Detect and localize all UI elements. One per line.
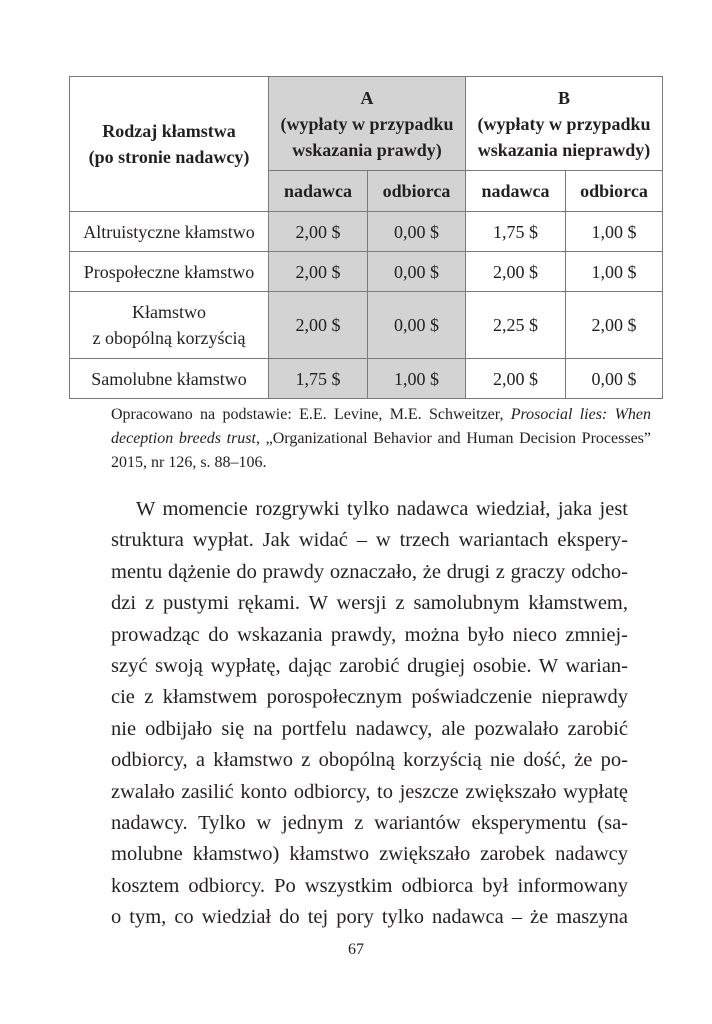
row-label-header-line: Rodzaj kłamstwa — [102, 121, 236, 141]
cell-value: 0,00 $ — [566, 359, 663, 399]
cell-value: 2,00 $ — [269, 292, 368, 359]
body-line: odbiorcy, a kłamstwo z obopólną korzyścią nie dość, że po- — [111, 749, 628, 772]
cell-value: 2,25 $ — [466, 292, 566, 359]
group-b-header — [466, 77, 663, 171]
cell-value: 2,00 $ — [466, 359, 566, 399]
row-label-line: Kłamstwo — [132, 302, 206, 322]
body-line: nadawcy. Tylko w jednym z wariantów eksperymentu (sa- — [111, 812, 628, 835]
body-line: kosztem odbiorcy. Po wszystkim odbiorca był informowany — [111, 874, 628, 897]
cell-value: 2,00 $ — [269, 212, 368, 252]
subheader-a-nadawca: nadawca — [269, 171, 368, 212]
page-number: 67 — [348, 941, 364, 958]
group-letter: B — [557, 87, 570, 108]
cell-value: 0,00 $ — [368, 252, 466, 292]
cell-value: 1,00 $ — [566, 212, 663, 252]
body-line: nie odbijało się na portfelu nadawcy, ale pozwalało zarobić — [111, 717, 628, 740]
row-label — [70, 212, 269, 252]
body-line: o tym, co wiedział do tej pory tylko nadawca – że maszyna — [111, 906, 628, 929]
cell-value: 2,00 $ — [269, 252, 368, 292]
row-label — [70, 292, 269, 359]
source-suffix: , „Organizational Behavior and Human Decision Processes” 2015, nr 126, s. 88–106. — [111, 430, 651, 471]
group-caption-line: wskazania prawdy) — [292, 139, 442, 160]
body-paragraph — [111, 494, 628, 934]
body-line: mentu dążenie do prawdy oznaczało, że drugi z graczy odcho- — [111, 560, 628, 583]
row-label-header — [70, 77, 269, 212]
source-prefix: Opracowano na podstawie: E.E. Levine, M.E. Schweitzer, — [111, 406, 511, 423]
body-line: struktura wypłat. Jak widać – w trzech wariantach ekspery- — [111, 529, 628, 552]
body-line: molubne kłamstwo) kłamstwo zwiększało zarobek nadawcy — [111, 843, 628, 866]
cell-value: 0,00 $ — [368, 292, 466, 359]
group-a-header — [269, 77, 466, 171]
cell-value: 2,00 $ — [466, 252, 566, 292]
table-source-note — [111, 403, 651, 475]
row-label-line: Altruistyczne kłamstwo — [83, 221, 255, 242]
subheader-b-nadawca: nadawca — [466, 171, 566, 212]
cell-value: 0,00 $ — [368, 212, 466, 252]
group-caption-line: wskazania nieprawdy) — [477, 139, 651, 160]
row-label-line: Samolubne kłamstwo — [91, 368, 247, 389]
body-line: dzi z pustymi rękami. W wersji z samolubnym kłamstwem, — [111, 592, 628, 615]
row-label-line: Prospołeczne kłamstwo — [83, 261, 255, 282]
row-label-line: z obopólną korzyścią — [92, 328, 246, 348]
table-row — [70, 359, 663, 399]
body-line: prowadząc do wskazania prawdy, można było nieco zmniej- — [111, 623, 628, 646]
table-header-row — [70, 77, 663, 171]
group-letter: A — [360, 87, 374, 108]
table-row — [70, 212, 663, 252]
row-label-header-line: (po stronie nadawcy) — [88, 147, 250, 167]
subheader-b-odbiorca: odbiorca — [566, 171, 663, 212]
body-line: szyć swoją wypłatę, dając zarobić drugiej osobie. W warian- — [111, 655, 628, 678]
payoff-table — [69, 76, 663, 399]
cell-value: 2,00 $ — [566, 292, 663, 359]
row-label — [70, 252, 269, 292]
body-line: zwalało zasilić konto odbiorcy, to jeszcze zwiększało wypłatę — [111, 780, 628, 803]
cell-value: 1,00 $ — [566, 252, 663, 292]
group-caption-line: (wypłaty w przypadku — [477, 113, 651, 134]
subheader-a-odbiorca: odbiorca — [368, 171, 466, 212]
cell-value: 1,75 $ — [466, 212, 566, 252]
source-title: Prosocial lies: When deception breeds trust — [111, 406, 651, 447]
body-line: cie z kłamstwem porospołecznym poświadczenie nieprawdy — [111, 686, 628, 709]
table-row — [70, 252, 663, 292]
table-row — [70, 292, 663, 359]
row-label — [70, 359, 269, 399]
cell-value: 1,75 $ — [269, 359, 368, 399]
body-line: W momencie rozgrywki tylko nadawca wiedział, jaka jest — [136, 498, 628, 520]
group-caption-line: (wypłaty w przypadku — [280, 113, 454, 134]
cell-value: 1,00 $ — [368, 359, 466, 399]
